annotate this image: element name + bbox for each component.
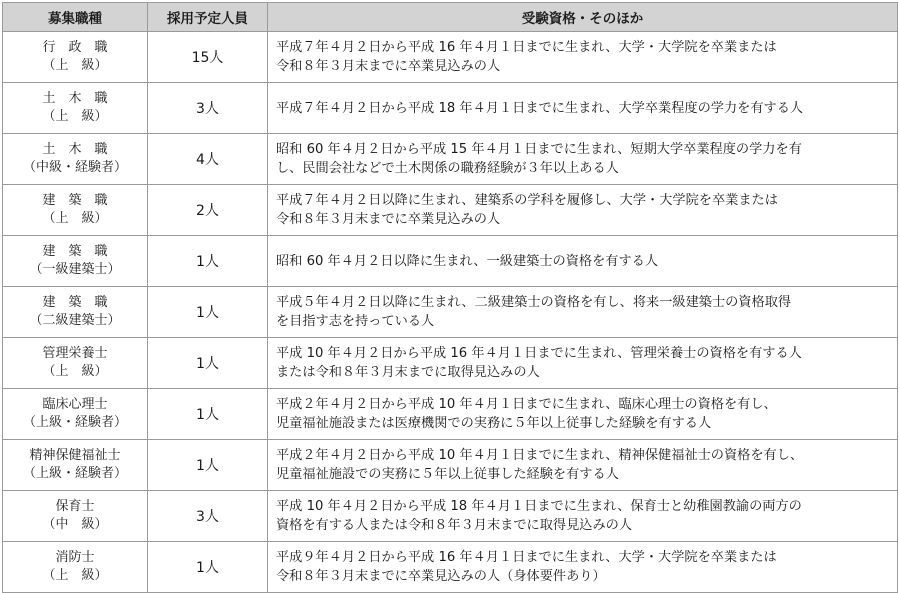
requirements-cell	[268, 491, 898, 542]
table-row	[3, 542, 898, 593]
requirement-line: 平成９年４月２日から平成 16 年４月１日までに生まれ、大学・大学院を卒業または	[276, 550, 777, 565]
count-cell: 3人	[148, 83, 268, 134]
table-row	[3, 32, 898, 83]
table-row	[3, 287, 898, 338]
job-cell	[3, 440, 148, 491]
count-cell: 4人	[148, 134, 268, 185]
requirement-line: 平成２年４月２日から平成 10 年４月１日までに生まれ、精神保健福祉士の資格を有し、	[276, 448, 804, 463]
requirement-line: 令和８年３月末までに卒業見込みの人（身体要件あり）	[276, 569, 606, 584]
requirement-line: 平成 10 年４月２日から平成 16 年４月１日までに生まれ、管理栄養士の資格を有する人	[276, 346, 802, 361]
count-cell: 1人	[148, 236, 268, 287]
table-header-row	[3, 3, 898, 32]
header-count: 採用予定人員	[148, 3, 268, 32]
job-cell	[3, 338, 148, 389]
job-level: （上 級）	[42, 364, 108, 379]
requirement-line: 児童福祉施設での実務に５年以上従事した経験を有する人	[276, 467, 619, 482]
job-level: （二級建築士）	[29, 313, 121, 328]
job-title: 保育士	[55, 499, 95, 514]
requirement-line: 平成７年４月２日から平成 16 年４月１日までに生まれ、大学・大学院を卒業または	[276, 40, 777, 55]
job-title: 臨床心理士	[42, 397, 108, 412]
count-cell: 1人	[148, 440, 268, 491]
table-row	[3, 83, 898, 134]
requirement-line: 平成７年４月２日から平成 18 年４月１日までに生まれ、大学卒業程度の学力を有する人	[276, 100, 804, 116]
job-level: （上 級）	[42, 58, 108, 73]
table-row	[3, 491, 898, 542]
requirements-cell	[268, 83, 898, 134]
job-cell	[3, 32, 148, 83]
job-title: 建 築 職	[42, 193, 108, 208]
job-cell	[3, 287, 148, 338]
header-job: 募集職種	[3, 3, 148, 32]
job-cell	[3, 389, 148, 440]
requirements-cell	[268, 185, 898, 236]
table-row	[3, 440, 898, 491]
job-level: （上級・経験者）	[22, 415, 127, 430]
table-row	[3, 338, 898, 389]
requirement-line: 資格を有する人または令和８年３月末までに取得見込みの人	[276, 518, 633, 533]
count-cell: 2人	[148, 185, 268, 236]
count-cell: 1人	[148, 389, 268, 440]
requirement-line: を目指す志を持っている人	[276, 314, 435, 329]
count-cell: 15人	[148, 32, 268, 83]
job-title: 土 木 職	[42, 91, 108, 106]
requirement-line: 平成２年４月２日から平成 10 年４月１日までに生まれ、臨床心理士の資格を有し、	[276, 397, 777, 412]
requirements-cell	[268, 134, 898, 185]
table-row	[3, 236, 898, 287]
job-title: 建 築 職	[42, 295, 108, 310]
table-body	[3, 32, 898, 593]
job-level: （上 級）	[42, 109, 108, 124]
job-level: （上級・経験者）	[22, 466, 127, 481]
job-level: （中級・経験者）	[22, 160, 127, 175]
requirements-cell	[268, 32, 898, 83]
requirement-line: し、民間会社などで土木関係の職務経験が３年以上ある人	[276, 161, 619, 176]
requirement-line: 児童福祉施設または医療機関での実務に５年以上従事した経験を有する人	[276, 416, 712, 431]
requirements-cell	[268, 287, 898, 338]
job-cell	[3, 185, 148, 236]
job-cell	[3, 491, 148, 542]
table-row	[3, 185, 898, 236]
requirements-cell	[268, 338, 898, 389]
requirements-cell	[268, 440, 898, 491]
requirement-line: 平成５年４月２日以降に生まれ、二級建築士の資格を有し、将来一級建築士の資格取得	[276, 295, 792, 310]
table-row	[3, 389, 898, 440]
requirement-line: 令和８年３月末までに卒業見込みの人	[276, 59, 501, 74]
job-title: 管理栄養士	[42, 346, 108, 361]
requirement-line: 昭和 60 年４月２日以降に生まれ、一級建築士の資格を有する人	[276, 253, 659, 269]
job-title: 精神保健福祉士	[29, 448, 121, 463]
job-cell	[3, 134, 148, 185]
job-cell	[3, 83, 148, 134]
requirement-line: 平成７年４月２日以降に生まれ、建築系の学科を履修し、大学・大学院を卒業または	[276, 193, 778, 208]
requirement-line: または令和８年３月末までに取得見込みの人	[276, 365, 540, 380]
requirement-line: 令和８年３月末までに卒業見込みの人	[276, 212, 501, 227]
requirements-cell	[268, 236, 898, 287]
job-title: 行 政 職	[42, 40, 108, 55]
job-level: （上 級）	[42, 211, 108, 226]
count-cell: 1人	[148, 338, 268, 389]
recruitment-table	[2, 2, 898, 593]
requirements-cell	[268, 389, 898, 440]
table-row	[3, 134, 898, 185]
job-title: 建 築 職	[42, 244, 108, 259]
job-level: （中 級）	[42, 517, 108, 532]
count-cell: 3人	[148, 491, 268, 542]
header-requirements: 受験資格・そのほか	[268, 3, 898, 32]
job-level: （上 級）	[42, 568, 108, 583]
count-cell: 1人	[148, 287, 268, 338]
job-title: 土 木 職	[42, 142, 108, 157]
job-title: 消防士	[55, 550, 95, 565]
job-cell	[3, 542, 148, 593]
count-cell: 1人	[148, 542, 268, 593]
requirement-line: 平成 10 年４月２日から平成 18 年４月１日までに生まれ、保育士と幼稚園教諭の両方の	[276, 499, 802, 514]
requirements-cell	[268, 542, 898, 593]
job-cell	[3, 236, 148, 287]
job-level: （一級建築士）	[29, 262, 121, 277]
requirement-line: 昭和 60 年４月２日から平成 15 年４月１日までに生まれ、短期大学卒業程度の学力を有	[276, 142, 802, 157]
